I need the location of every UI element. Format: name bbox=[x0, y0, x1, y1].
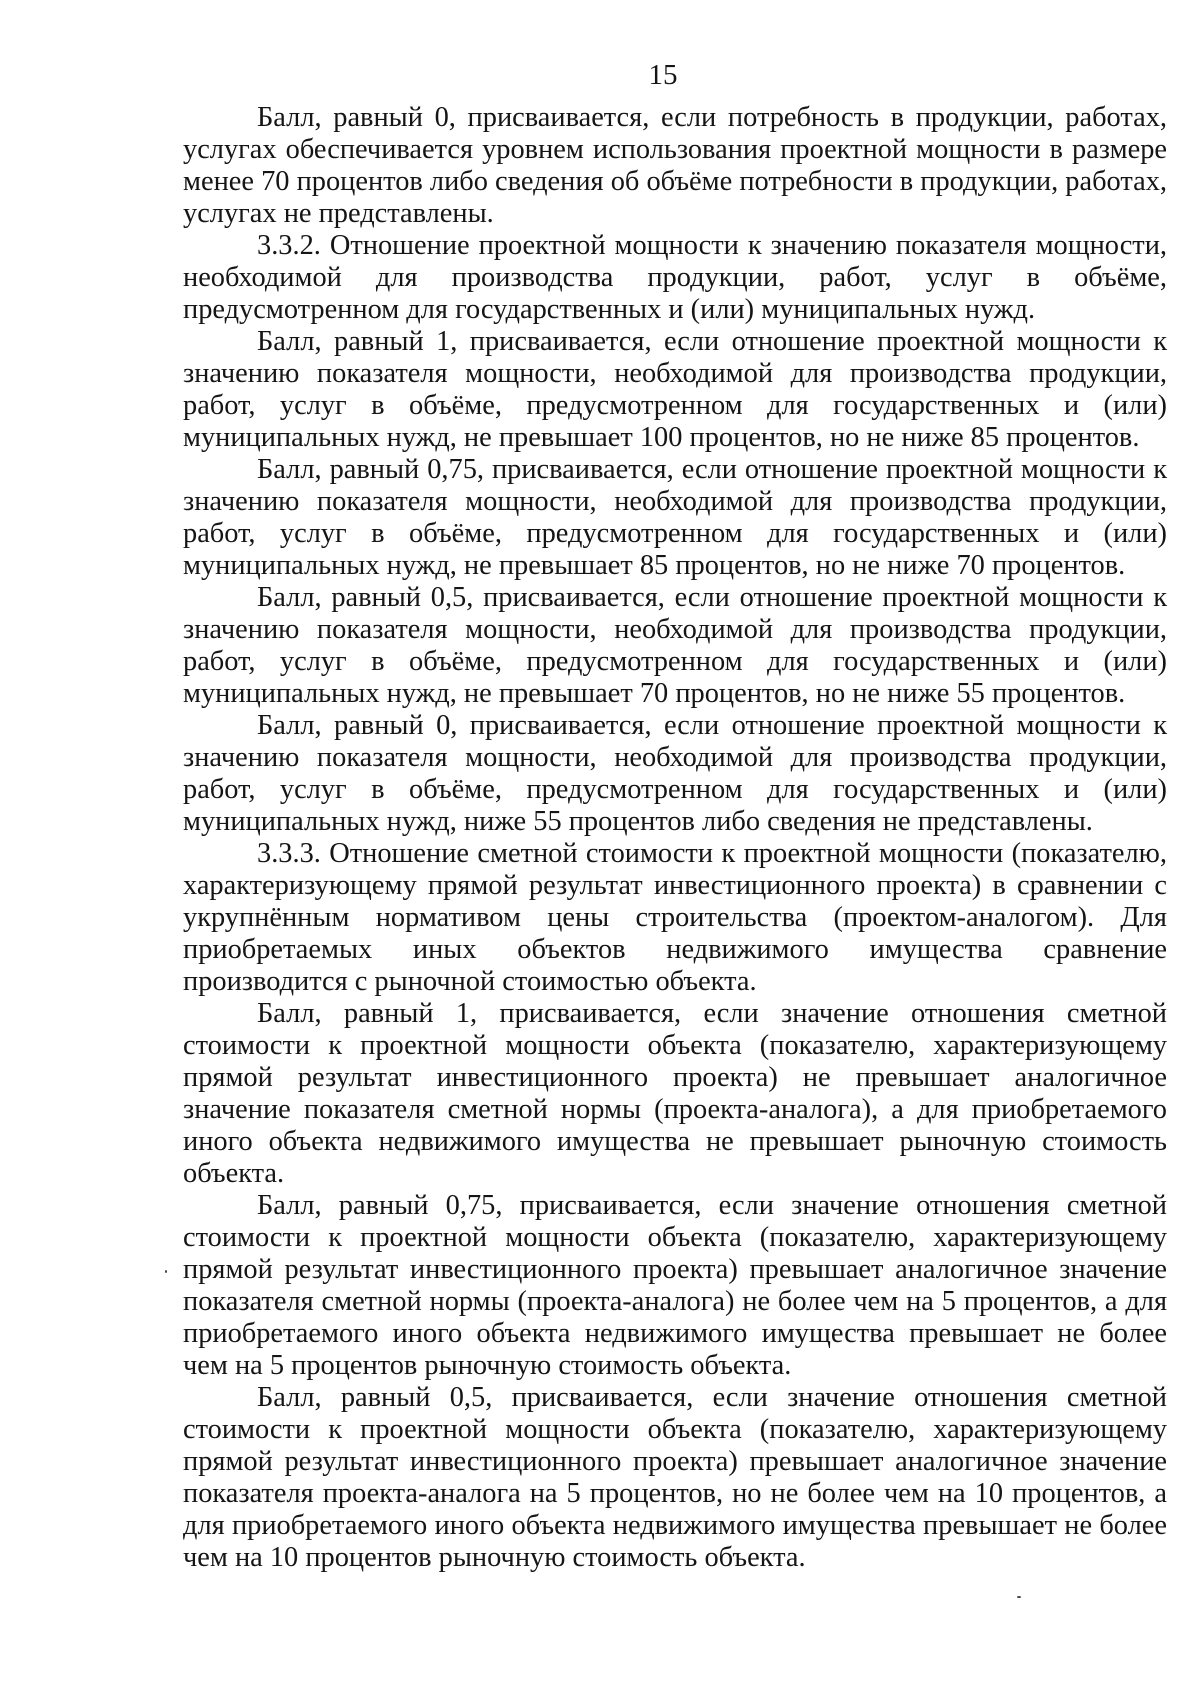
paragraph-score-0-demand: Балл, равный 0, присваивается, если потребность в продукции, работах, услугах обеспечивается уровнем использования проектной мощности в размере менее 70 процентов либо сведения об объёме потребности в продукции, работах, услугах не представлены. bbox=[183, 102, 1167, 229]
paragraph-section-3-3-3: 3.3.3. Отношение сметной стоимости к проектной мощности (показателю, характеризующему прямой результат инвестиционного проекта) в сравнении с укрупнённым нормативом цены строительства (проектом-аналогом). Для приобретаемых иных объектов недвижимого имущества сравнение производится с рыночной стоимостью объекта. bbox=[183, 838, 1167, 997]
page-number: 15 bbox=[648, 59, 678, 91]
paragraph-score-1-capacity: Балл, равный 1, присваивается, если отношение проектной мощности к значению показателя мощности, необходимой для производства продукции, работ, услуг в объёме, предусмотренном для государственных и (или) муниципальных нужд, не превышает 100 процентов, но не ниже 85 процентов. bbox=[183, 326, 1167, 453]
scan-speck bbox=[1017, 1596, 1021, 1598]
paragraph-score-05-cost: Балл, равный 0,5, присваивается, если значение отношения сметной стоимости к проектной мощности объекта (показателю, характеризующему прямой результат инвестиционного проекта) превышает аналогичное значение показателя проекта-аналога на 5 процентов, но не более чем на 10 процентов, а для приобретаемого иного объекта недвижимого имущества превышает не более чем на 10 процентов рыночную стоимость объекта. bbox=[183, 1382, 1167, 1573]
paragraph-score-0-capacity: Балл, равный 0, присваивается, если отношение проектной мощности к значению показателя мощности, необходимой для производства продукции, работ, услуг в объёме, предусмотренном для государственных и (или) муниципальных нужд, ниже 55 процентов либо сведения не представлены. bbox=[183, 710, 1167, 837]
paragraph-score-05-capacity: Балл, равный 0,5, присваивается, если отношение проектной мощности к значению показателя мощности, необходимой для производства продукции, работ, услуг в объёме, предусмотренном для государственных и (или) муниципальных нужд, не превышает 70 процентов, но не ниже 55 процентов. bbox=[183, 582, 1167, 709]
paragraph-score-075-cost: Балл, равный 0,75, присваивается, если значение отношения сметной стоимости к проектной мощности объекта (показателю, характеризующему прямой результат инвестиционного проекта) превышает аналогичное значение показателя сметной нормы (проекта-аналога) не более чем на 5 процентов, а для приобретаемого иного объекта недвижимого имущества превышает не более чем на 5 процентов рыночную стоимость объекта. bbox=[183, 1190, 1167, 1381]
paragraph-score-075-capacity: Балл, равный 0,75, присваивается, если отношение проектной мощности к значению показателя мощности, необходимой для производства продукции, работ, услуг в объёме, предусмотренном для государственных и (или) муниципальных нужд, не превышает 85 процентов, но не ниже 70 процентов. bbox=[183, 454, 1167, 581]
scan-speck bbox=[165, 1270, 167, 1273]
document-body bbox=[183, 102, 1167, 1574]
paragraph-section-3-3-2: 3.3.2. Отношение проектной мощности к значению показателя мощности, необходимой для производства продукции, работ, услуг в объёме, предусмотренном для государственных и (или) муниципальных нужд. bbox=[183, 230, 1167, 325]
paragraph-score-1-cost: Балл, равный 1, присваивается, если значение отношения сметной стоимости к проектной мощности объекта (показателю, характеризующему прямой результат инвестиционного проекта) не превышает аналогичное значение показателя сметной нормы (проекта-аналога), а для приобретаемого иного объекта недвижимого имущества не превышает рыночную стоимость объекта. bbox=[183, 998, 1167, 1189]
